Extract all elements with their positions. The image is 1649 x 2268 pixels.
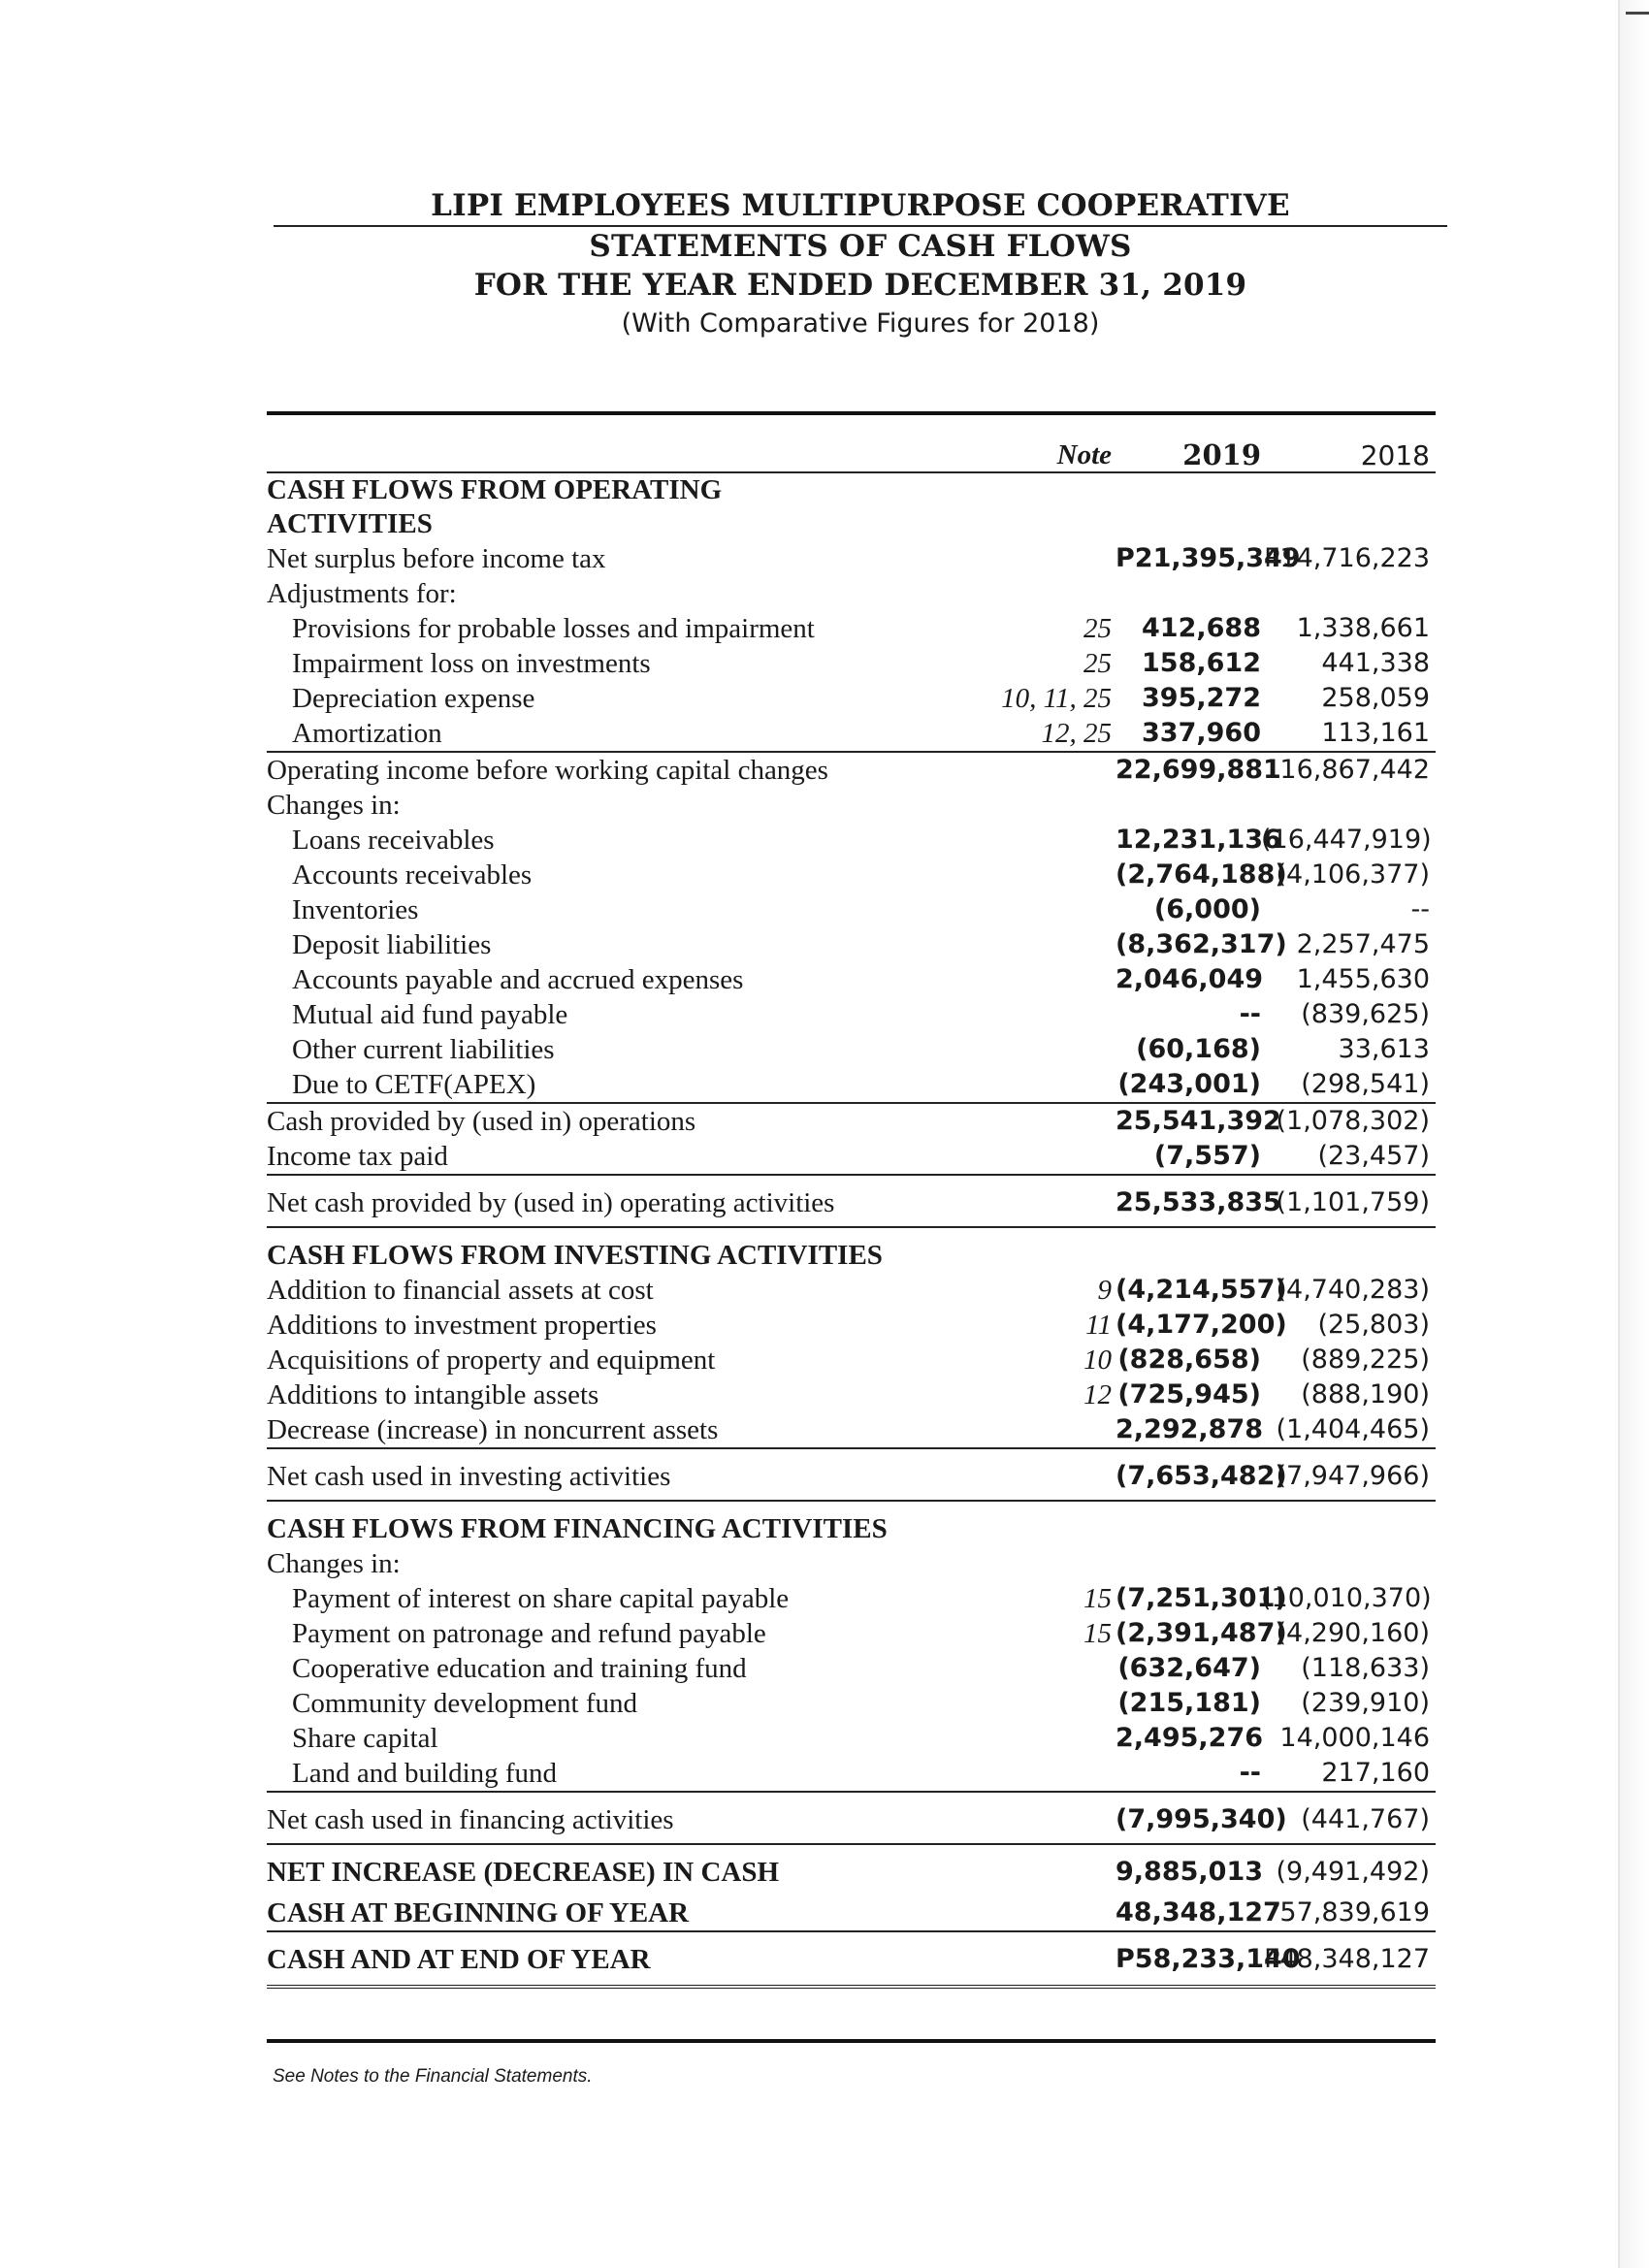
statement-header xyxy=(274,186,1447,343)
table-row xyxy=(267,997,1436,1032)
value-2019: 25,541,392 xyxy=(1116,1106,1281,1136)
row-label: Impairment loss on investments xyxy=(292,648,651,679)
row-label: Acquisitions of property and equipment xyxy=(267,1345,716,1376)
value-2019: 412,688 xyxy=(1142,613,1261,643)
note-column-header: Note xyxy=(1056,439,1112,470)
note-ref: 25 xyxy=(1083,613,1112,644)
value-2019: (2,764,188) xyxy=(1116,859,1287,890)
table-row xyxy=(267,858,1436,892)
value-2018: (16,447,919) xyxy=(1261,825,1432,855)
value-2019: (8,362,317) xyxy=(1116,929,1287,959)
row-label: Amortization xyxy=(292,718,442,749)
value-2019: (7,557) xyxy=(1153,1141,1261,1171)
value-2018: (9,491,492) xyxy=(1276,1857,1430,1887)
row-label: Payment on patronage and refund payable xyxy=(292,1618,766,1649)
row-label: Net cash provided by (used in) operating activities xyxy=(267,1187,835,1218)
table-row xyxy=(267,1139,1436,1176)
value-2019: (632,647) xyxy=(1117,1653,1261,1683)
note-ref: 12 xyxy=(1083,1379,1112,1410)
row-label: Additions to investment properties xyxy=(267,1310,657,1341)
row-label: Cooperative education and training fund xyxy=(292,1653,747,1684)
note-ref: 12, 25 xyxy=(1041,718,1112,749)
row-label: Deposit liabilities xyxy=(292,929,492,960)
value-2019: (243,001) xyxy=(1117,1069,1261,1099)
row-label: Accounts payable and accrued expenses xyxy=(292,964,744,995)
value-2018: P14,716,223 xyxy=(1264,543,1430,573)
value-2018: (298,541) xyxy=(1301,1069,1430,1099)
value-2019: -- xyxy=(1239,999,1261,1029)
value-2019: (828,658) xyxy=(1117,1345,1261,1375)
row-label: Cash provided by (used in) operations xyxy=(267,1106,696,1137)
value-2018: (839,625) xyxy=(1301,999,1430,1029)
table-row xyxy=(267,716,1436,753)
table-row xyxy=(267,1104,1436,1139)
value-2018: 441,338 xyxy=(1321,648,1430,678)
value-2019: 9,885,013 xyxy=(1116,1857,1264,1887)
table-row xyxy=(267,927,1436,962)
value-2019: 2,495,276 xyxy=(1116,1723,1264,1753)
table-row xyxy=(267,681,1436,716)
row-label: Adjustments for: xyxy=(267,578,457,609)
row-label: Provisions for probable losses and impairment xyxy=(292,613,815,644)
value-2018: 1,455,630 xyxy=(1296,964,1430,994)
value-2019: 48,348,127 xyxy=(1116,1897,1281,1928)
value-2018: (7,947,966) xyxy=(1276,1461,1430,1491)
value-2018: 2,257,475 xyxy=(1296,929,1430,959)
value-2019: (4,214,557) xyxy=(1116,1275,1287,1305)
value-2019: P58,233,140 xyxy=(1116,1944,1301,1974)
row-label: Decrease (increase) in noncurrent assets xyxy=(267,1414,719,1445)
total-row xyxy=(267,1802,1436,1845)
org-name: LIPI EMPLOYEES MULTIPURPOSE COOPERATIVE xyxy=(274,186,1447,227)
row-label: Payment of interest on share capital payable xyxy=(292,1583,790,1614)
value-2018: 113,161 xyxy=(1321,718,1430,748)
value-2019: 395,272 xyxy=(1142,683,1261,713)
row-label: Inventories xyxy=(292,894,419,925)
value-2019: 25,533,835 xyxy=(1116,1187,1281,1217)
table-row xyxy=(267,576,1436,611)
value-2018: 258,059 xyxy=(1321,683,1430,713)
value-2019: (7,653,482) xyxy=(1116,1461,1287,1491)
value-2018: (25,803) xyxy=(1317,1310,1430,1340)
table-row xyxy=(267,892,1436,927)
row-label: Community development fund xyxy=(292,1688,638,1719)
summary-row xyxy=(267,1895,1436,1932)
row-label: Mutual aid fund payable xyxy=(292,999,568,1030)
row-label: Addition to financial assets at cost xyxy=(267,1275,654,1306)
value-2018: (118,633) xyxy=(1301,1653,1430,1683)
investing-heading: CASH FLOWS FROM INVESTING ACTIVITIES xyxy=(267,1240,883,1271)
note-ref: 10 xyxy=(1083,1345,1112,1376)
table-row xyxy=(267,1067,1436,1104)
note-ref: 10, 11, 25 xyxy=(1001,683,1112,714)
table-row xyxy=(267,1273,1436,1308)
value-2019: 337,960 xyxy=(1142,718,1261,748)
cash-flow-table xyxy=(267,411,1436,2088)
table-row xyxy=(267,1308,1436,1343)
row-label: CASH AT BEGINNING OF YEAR xyxy=(267,1897,690,1928)
value-2018: 217,160 xyxy=(1321,1758,1430,1788)
value-2018: (888,190) xyxy=(1301,1379,1430,1409)
year-2018-header: 2018 xyxy=(1360,439,1430,471)
note-ref: 11 xyxy=(1085,1310,1112,1341)
row-label: Other current liabilities xyxy=(292,1034,555,1065)
row-label: Operating income before working capital changes xyxy=(267,755,828,786)
value-2018: (10,010,370) xyxy=(1261,1583,1432,1613)
scan-page-edge xyxy=(1618,0,1649,2268)
value-2019: 158,612 xyxy=(1142,648,1261,678)
value-2018: (1,101,759) xyxy=(1276,1187,1430,1217)
row-label: Net cash used in investing activities xyxy=(267,1461,671,1492)
table-row xyxy=(267,788,1436,823)
value-2019: (7,251,301) xyxy=(1116,1583,1287,1613)
table-row xyxy=(267,1756,1436,1793)
value-2018: (239,910) xyxy=(1301,1688,1430,1718)
value-2019: 22,699,881 xyxy=(1116,755,1281,785)
table-row xyxy=(267,1686,1436,1721)
note-ref: 15 xyxy=(1083,1583,1112,1614)
value-2018: -- xyxy=(1410,894,1430,924)
operating-heading: CASH FLOWS FROM OPERATING ACTIVITIES xyxy=(267,474,723,539)
row-label: Changes in: xyxy=(267,790,401,821)
financing-heading-row xyxy=(267,1511,1436,1546)
value-2019: (6,000) xyxy=(1153,894,1261,924)
value-2018: 1,338,661 xyxy=(1296,613,1430,643)
row-label: Changes in: xyxy=(267,1548,401,1579)
table-row xyxy=(267,1377,1436,1412)
financing-heading: CASH FLOWS FROM FINANCING ACTIVITIES xyxy=(267,1513,888,1544)
table-row xyxy=(267,1032,1436,1067)
row-label: Land and building fund xyxy=(292,1758,558,1789)
value-2018: (1,078,302) xyxy=(1276,1106,1430,1136)
table-bottom-rule xyxy=(267,2039,1436,2043)
value-2018: P48,348,127 xyxy=(1264,1944,1430,1974)
value-2018: 57,839,619 xyxy=(1279,1897,1430,1928)
row-label: Due to CETF(APEX) xyxy=(292,1069,536,1100)
table-row xyxy=(267,1616,1436,1651)
table-row xyxy=(267,1581,1436,1616)
table-row xyxy=(267,611,1436,646)
value-2018: (441,767) xyxy=(1301,1804,1430,1834)
value-2019: (4,177,200) xyxy=(1116,1310,1287,1340)
statement-period: FOR THE YEAR ENDED DECEMBER 31, 2019 xyxy=(473,268,1247,303)
note-ref: 15 xyxy=(1083,1618,1112,1649)
row-label: CASH AND AT END OF YEAR xyxy=(267,1944,651,1975)
value-2019: 2,046,049 xyxy=(1116,964,1264,994)
investing-heading-row xyxy=(267,1238,1436,1273)
value-2019: (60,168) xyxy=(1136,1034,1261,1064)
value-2018: 14,000,146 xyxy=(1279,1723,1430,1753)
scan-edge-mark xyxy=(1626,12,1649,15)
value-2019: (2,391,487) xyxy=(1116,1618,1287,1648)
operating-heading-row xyxy=(267,473,1436,541)
value-2018: (4,106,377) xyxy=(1276,859,1430,890)
row-label: Accounts receivables xyxy=(292,859,533,891)
value-2019: (725,945) xyxy=(1117,1379,1261,1409)
footnote: See Notes to the Financial Statements. xyxy=(273,2066,593,2087)
table-row xyxy=(267,1721,1436,1756)
value-2018: (1,404,465) xyxy=(1276,1414,1430,1444)
row-label: Additions to intangible assets xyxy=(267,1379,599,1410)
table-row xyxy=(267,1343,1436,1377)
value-2018: 33,613 xyxy=(1338,1034,1430,1064)
table-row xyxy=(267,541,1436,576)
row-label: Net cash used in financing activities xyxy=(267,1804,674,1835)
row-label: Income tax paid xyxy=(267,1141,448,1172)
value-2018: (23,457) xyxy=(1317,1141,1430,1171)
value-2019: (215,181) xyxy=(1117,1688,1261,1718)
summary-row xyxy=(267,1855,1436,1890)
row-label: Net surplus before income tax xyxy=(267,543,606,574)
value-2018: 16,867,442 xyxy=(1279,755,1430,785)
total-row xyxy=(267,1185,1436,1228)
value-2019: P21,395,349 xyxy=(1116,543,1301,573)
note-ref: 9 xyxy=(1097,1275,1112,1306)
column-header-row xyxy=(267,431,1436,473)
value-2019: 2,292,878 xyxy=(1116,1414,1264,1444)
row-label: NET INCREASE (DECREASE) IN CASH xyxy=(267,1857,780,1888)
value-2018: (4,290,160) xyxy=(1276,1618,1430,1648)
table-row xyxy=(267,1412,1436,1449)
row-label: Share capital xyxy=(292,1723,438,1754)
value-2018: (889,225) xyxy=(1301,1345,1430,1375)
value-2019: 12,231,136 xyxy=(1116,825,1281,855)
row-label: Depreciation expense xyxy=(292,683,535,714)
value-2019: -- xyxy=(1239,1758,1261,1788)
table-row xyxy=(267,753,1436,788)
table-row xyxy=(267,646,1436,681)
value-2018: (4,740,283) xyxy=(1276,1275,1430,1305)
table-row xyxy=(267,823,1436,858)
statement-title: STATEMENTS OF CASH FLOWS xyxy=(589,229,1132,264)
summary-row xyxy=(267,1942,1436,1989)
total-row xyxy=(267,1459,1436,1502)
table-row xyxy=(267,1651,1436,1686)
value-2019: (7,995,340) xyxy=(1116,1804,1287,1834)
statement-subtitle: (With Comparative Figures for 2018) xyxy=(621,308,1100,339)
table-row xyxy=(267,962,1436,997)
year-2019-header: 2019 xyxy=(1182,438,1261,471)
note-ref: 25 xyxy=(1083,648,1112,679)
table-top-rule xyxy=(267,411,1436,415)
row-label: Loans receivables xyxy=(292,825,495,856)
table-row xyxy=(267,1546,1436,1581)
